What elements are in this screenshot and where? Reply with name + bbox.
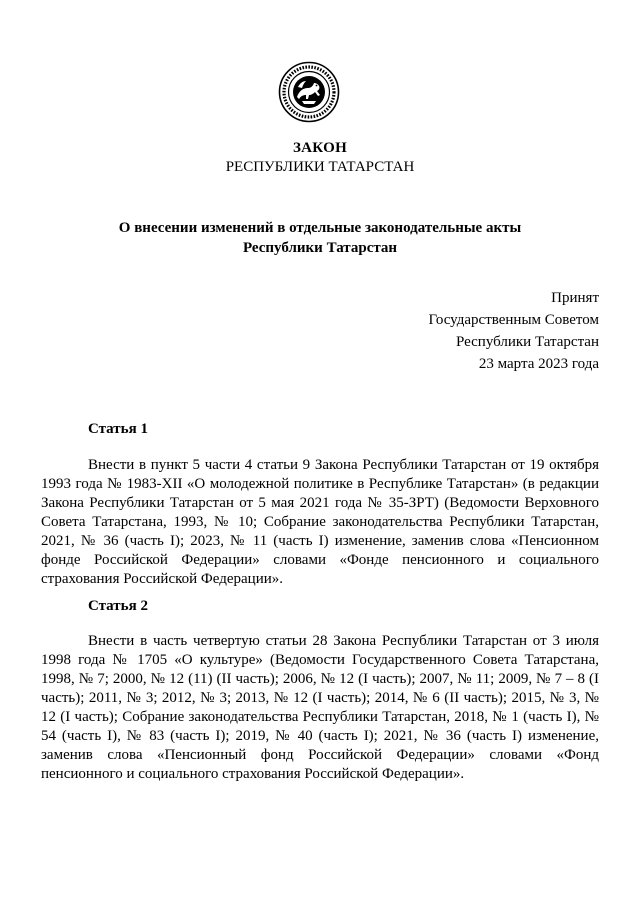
republic-heading: РЕСПУБЛИКИ ТАТАРСТАН xyxy=(225,159,415,175)
adoption-block xyxy=(429,287,600,375)
coat-of-arms-icon xyxy=(278,61,340,123)
law-title xyxy=(60,218,580,258)
adoption-line-2: Государственным Советом xyxy=(428,312,599,328)
adoption-line-1: Принят xyxy=(551,290,599,306)
article-1-text: Внести в пункт 5 части 4 статьи 9 Закона Республики Татарстан от 19 октября 1993 года № 1983-XII «О молодежной политике в Республике Татарстан» (в редакции Закона Республики Татарстан от 5 мая 2021 года № 35-ЗРТ) (Ведомости Верховного Совета Татарстана, 1993, № 10; Собрание законодательства Республики Татарстан, 2021, № 36 (часть I); 2023, № 11 (часть I) изменение, заменив слова «Пенсионном фонде Российской Федерации» словами «Фонде пенсионного и социального страхования Российской Федерации». xyxy=(41,457,599,587)
law-title-line-1: О внесении изменений в отдельные законодательные акты xyxy=(118,220,522,236)
adoption-line-3: Республики Татарстан xyxy=(455,334,599,350)
law-title-line-2: Республики Татарстан xyxy=(242,240,398,256)
article-1-heading: Статья 1 xyxy=(88,421,148,437)
law-type-heading: ЗАКОН xyxy=(292,140,348,156)
article-2-text: Внести в часть четвертую статьи 28 Закона Республики Татарстан от 3 июля 1998 года № 1705 «О культуре» (Ведомости Государственного Совета Татарстана, 1998, № 7; 2000, № 12 (11) (II часть); 2006, № 12 (I часть); 2007, № 11; 2009, № 7 – 8 (I часть); 2011, № 3; 2012, № 3; 2013, № 12 (I часть); 2014, № 6 (II часть); 2015, № 3, № 12 (I часть); Собрание законодательства Республики Татарстан, 2018, № 1 (часть I), № 54 (часть I), № 83 (часть I); 2019, № 40 (часть I); 2021, № 36 (часть I) изменение, заменив слова «Пенсионный фонд Российской Федерации» словами «Фонд пенсионного и социального страхования Российской Федерации». xyxy=(41,633,599,782)
adoption-date: 23 марта 2023 года xyxy=(478,356,599,372)
article-2-heading: Статья 2 xyxy=(88,598,148,614)
